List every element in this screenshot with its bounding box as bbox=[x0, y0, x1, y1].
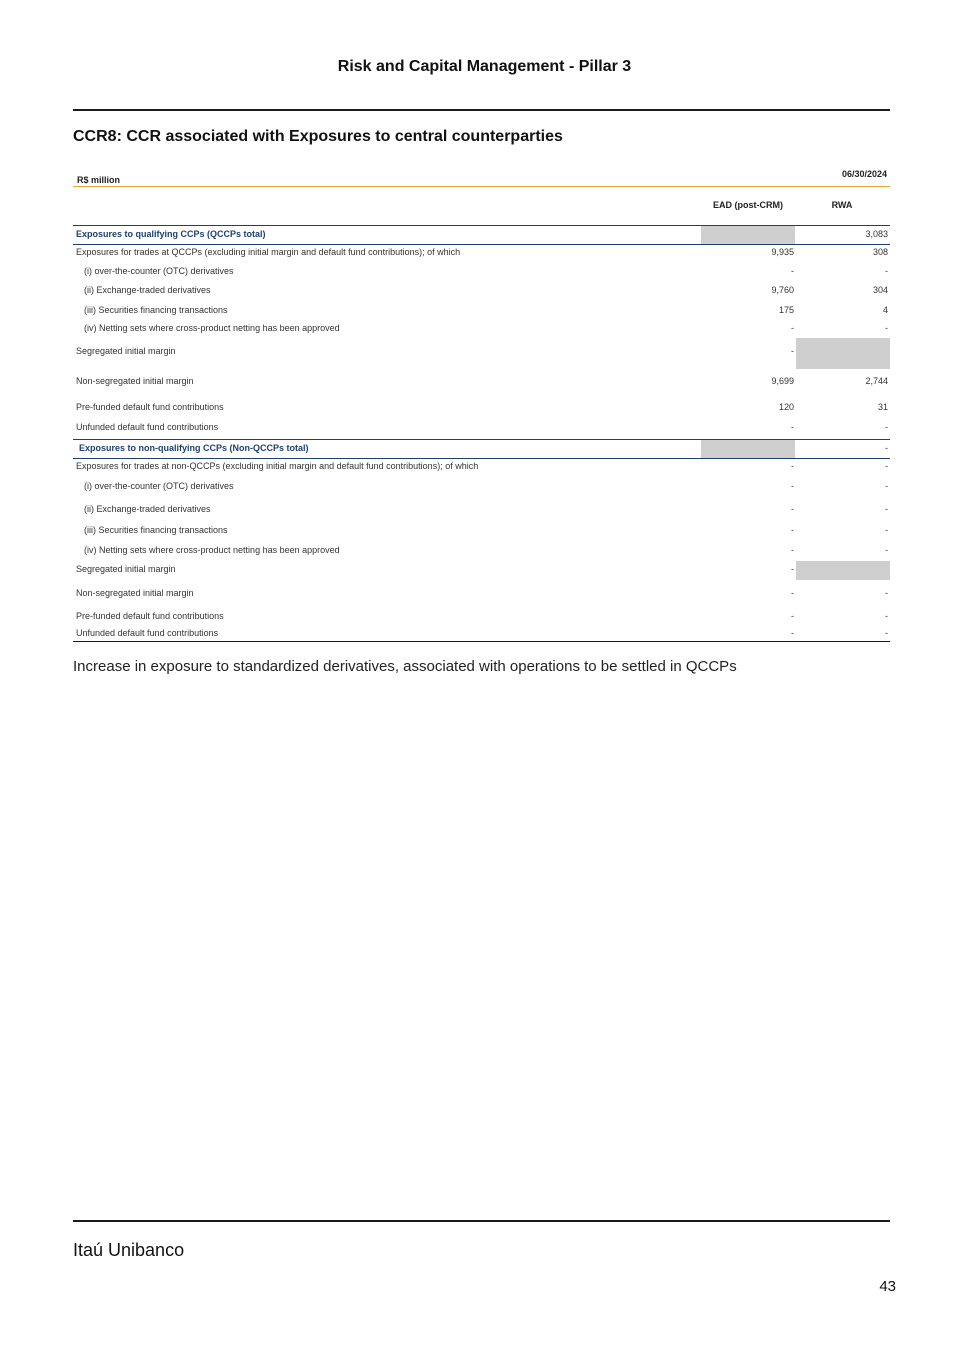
row-ead: 175 bbox=[778, 305, 794, 315]
row-rwa: - bbox=[885, 323, 888, 333]
table-row bbox=[73, 458, 890, 476]
row-label: Pre-funded default fund contributions bbox=[76, 611, 224, 621]
row-ead: - bbox=[791, 266, 794, 276]
row-ead: 9,699 bbox=[771, 376, 794, 386]
table-bottom-divider bbox=[73, 641, 890, 642]
page-number: 43 bbox=[879, 1278, 896, 1295]
row-ead: 9,935 bbox=[771, 247, 794, 257]
table-row bbox=[73, 373, 890, 391]
shaded-cell bbox=[796, 561, 890, 580]
row-rwa: - bbox=[885, 481, 888, 491]
table-row bbox=[73, 399, 890, 417]
table-row-non-qccp-total bbox=[73, 439, 890, 459]
row-label: Exposures to non-qualifying CCPs (Non-QCCPs total) bbox=[79, 443, 309, 453]
row-rwa: 308 bbox=[872, 247, 888, 257]
row-ead: - bbox=[791, 564, 794, 574]
row-rwa: 31 bbox=[877, 402, 888, 412]
row-label: Exposures to qualifying CCPs (QCCPs total) bbox=[76, 229, 266, 239]
row-label: (i) over-the-counter (OTC) derivatives bbox=[84, 481, 234, 491]
row-ead: - bbox=[791, 481, 794, 491]
row-label: Unfunded default fund contributions bbox=[76, 422, 219, 432]
row-rwa: 304 bbox=[872, 285, 888, 295]
row-label: (iii) Securities financing transactions bbox=[84, 305, 228, 315]
row-rwa: - bbox=[885, 588, 888, 598]
shaded-cell bbox=[701, 226, 795, 244]
row-rwa: - bbox=[885, 504, 888, 514]
row-label: (i) over-the-counter (OTC) derivatives bbox=[84, 266, 234, 276]
date-label: 06/30/2024 bbox=[841, 169, 887, 179]
row-ead: - bbox=[791, 461, 794, 471]
row-ead: - bbox=[791, 504, 794, 514]
row-label: (ii) Exchange-traded derivatives bbox=[84, 285, 211, 295]
row-ead: - bbox=[791, 422, 794, 432]
table-row bbox=[73, 263, 890, 281]
table-row bbox=[73, 542, 890, 560]
table-row bbox=[73, 343, 890, 361]
row-rwa: - bbox=[885, 545, 888, 555]
row-ead: - bbox=[791, 611, 794, 621]
table-row bbox=[73, 478, 890, 496]
row-label: (iv) Netting sets where cross-product netting has been approved bbox=[84, 545, 340, 555]
column-header-ead: EAD (post-CRM) bbox=[713, 200, 783, 210]
table-row bbox=[73, 608, 890, 626]
row-label: Non-segregated initial margin bbox=[76, 588, 194, 598]
row-label: (iii) Securities financing transactions bbox=[84, 525, 228, 535]
row-label: Unfunded default fund contributions bbox=[76, 628, 219, 638]
unit-label: R$ million bbox=[77, 175, 121, 185]
table-note: Increase in exposure to standardized derivatives, associated with operations to be settled in QCCPs bbox=[73, 658, 737, 675]
row-rwa: - bbox=[885, 611, 888, 621]
shaded-cell bbox=[796, 338, 890, 369]
table-row bbox=[73, 522, 890, 540]
row-rwa: 3,083 bbox=[865, 229, 888, 239]
row-label: (iv) Netting sets where cross-product netting has been approved bbox=[84, 323, 340, 333]
row-label: Pre-funded default fund contributions bbox=[76, 402, 224, 412]
table-row bbox=[73, 302, 890, 320]
shaded-cell bbox=[701, 440, 795, 458]
footer-brand: Itaú Unibanco bbox=[73, 1240, 185, 1260]
row-rwa: - bbox=[885, 461, 888, 471]
unit-divider bbox=[73, 186, 890, 187]
footer-divider bbox=[73, 1220, 890, 1222]
page-header-title: Risk and Capital Management - Pillar 3 bbox=[337, 58, 632, 75]
table-row bbox=[73, 585, 890, 603]
row-label: Segregated initial margin bbox=[76, 564, 176, 574]
row-ead: - bbox=[791, 588, 794, 598]
table-row bbox=[73, 501, 890, 519]
table-title: CCR8: CCR associated with Exposures to central counterparties bbox=[73, 128, 563, 145]
table-row bbox=[73, 561, 890, 579]
row-ead: - bbox=[791, 323, 794, 333]
row-label: Exposures for trades at QCCPs (excluding initial margin and default fund contributions); of which bbox=[76, 247, 461, 257]
row-rwa: - bbox=[885, 443, 888, 453]
header-divider bbox=[73, 109, 890, 111]
row-label: Exposures for trades at non-QCCPs (excluding initial margin and default fund contributions); of which bbox=[76, 461, 479, 471]
row-ead: - bbox=[791, 525, 794, 535]
table-row-qccp-total bbox=[73, 225, 890, 245]
row-label: Non-segregated initial margin bbox=[76, 376, 194, 386]
row-rwa: - bbox=[885, 422, 888, 432]
row-ead: - bbox=[791, 346, 794, 356]
table-row bbox=[73, 282, 890, 300]
row-ead: - bbox=[791, 628, 794, 638]
row-ead: 9,760 bbox=[771, 285, 794, 295]
row-rwa: 4 bbox=[882, 305, 888, 315]
table-row bbox=[73, 419, 890, 437]
row-rwa: - bbox=[885, 525, 888, 535]
row-rwa: - bbox=[885, 266, 888, 276]
row-ead: 120 bbox=[778, 402, 794, 412]
row-label: (ii) Exchange-traded derivatives bbox=[84, 504, 211, 514]
table-row bbox=[73, 244, 890, 262]
row-rwa: - bbox=[885, 628, 888, 638]
column-header-rwa: RWA bbox=[831, 200, 853, 210]
table-row bbox=[73, 320, 890, 338]
row-label: Segregated initial margin bbox=[76, 346, 176, 356]
row-ead: - bbox=[791, 545, 794, 555]
row-rwa: 2,744 bbox=[865, 376, 888, 386]
